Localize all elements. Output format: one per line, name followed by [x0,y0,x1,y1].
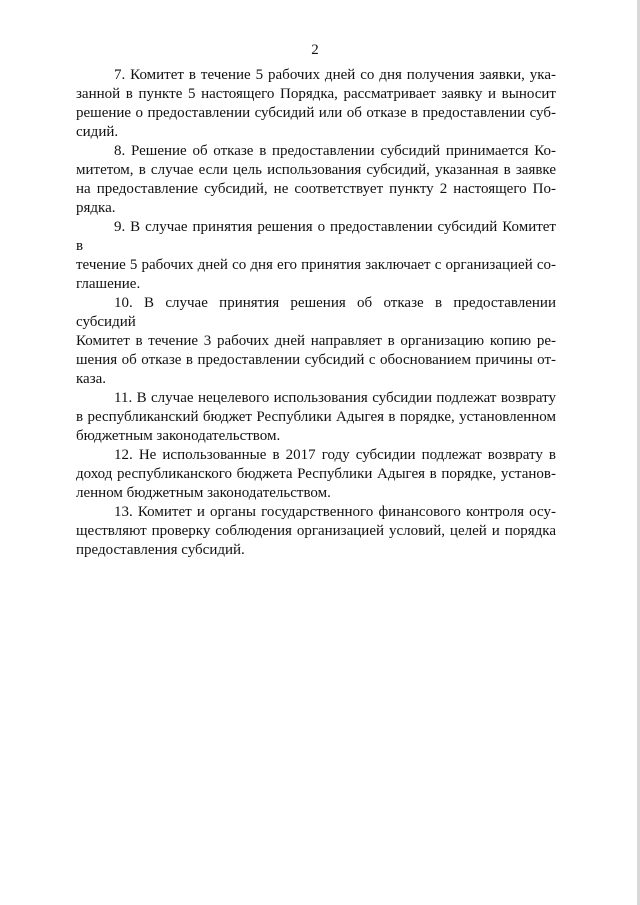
clause-10 [76,294,556,389]
clause-line: ленном бюджетным законодательством. [76,485,331,501]
clause-8 [76,142,556,218]
clause-line: 8. Решение об отказе в предоставлении субсидий принимается Ко- [114,143,556,159]
clause-line: 11. В случае нецелевого использования субсидии подлежат возврату [114,390,556,406]
clause-line: 10. В случае принятия решения об отказе в предоставлении субсидий [76,295,556,330]
clause-13 [76,503,556,560]
clause-line: доход республиканского бюджета Республики Адыгея в порядке, установ- [76,466,556,482]
clause-line: занной в пункте 5 настоящего Порядка, рассматривает заявку и выносит [76,86,556,102]
clause-line: предоставления субсидий. [76,542,245,558]
clause-12 [76,446,556,503]
clause-line: 9. В случае принятия решения о предоставлении субсидий Комитет в [76,219,556,254]
clause-7 [76,66,556,142]
clause-line: 7. Комитет в течение 5 рабочих дней со дня получения заявки, ука- [114,67,556,83]
clause-line: каза. [76,371,107,387]
clause-line: Комитет в течение 3 рабочих дней направляет в организацию копию ре- [76,333,556,349]
clause-9 [76,218,556,294]
clause-line: бюджетным законодательством. [76,428,281,444]
page-number: 2 [311,42,319,58]
clause-line: глашение. [76,276,141,292]
clause-line: шения об отказе в предоставлении субсидий с обоснованием причины от- [76,352,556,368]
clause-line: решение о предоставлении субсидий или об отказе в предоставлении суб- [76,105,556,121]
clause-11 [76,389,556,446]
clause-line: 13. Комитет и органы государственного финансового контроля осу- [114,504,556,520]
clause-line: течение 5 рабочих дней со дня его принятия заключает с организацией со- [76,257,556,273]
document-body [76,66,556,560]
clause-line: сидий. [76,124,119,140]
clause-line: в республиканский бюджет Республики Адыгея в порядке, установленном [76,409,556,425]
clause-line: митетом, в случае если цель использования субсидий, указанная в заявке [76,162,556,178]
clause-line: ществляют проверку соблюдения организацией условий, целей и порядка [76,523,556,539]
clause-line: 12. Не использованные в 2017 году субсидии подлежат возврату в [114,447,556,463]
clause-line: на предоставление субсидий, не соответствует пункту 2 настоящего По- [76,181,556,197]
clause-line: рядка. [76,200,116,216]
